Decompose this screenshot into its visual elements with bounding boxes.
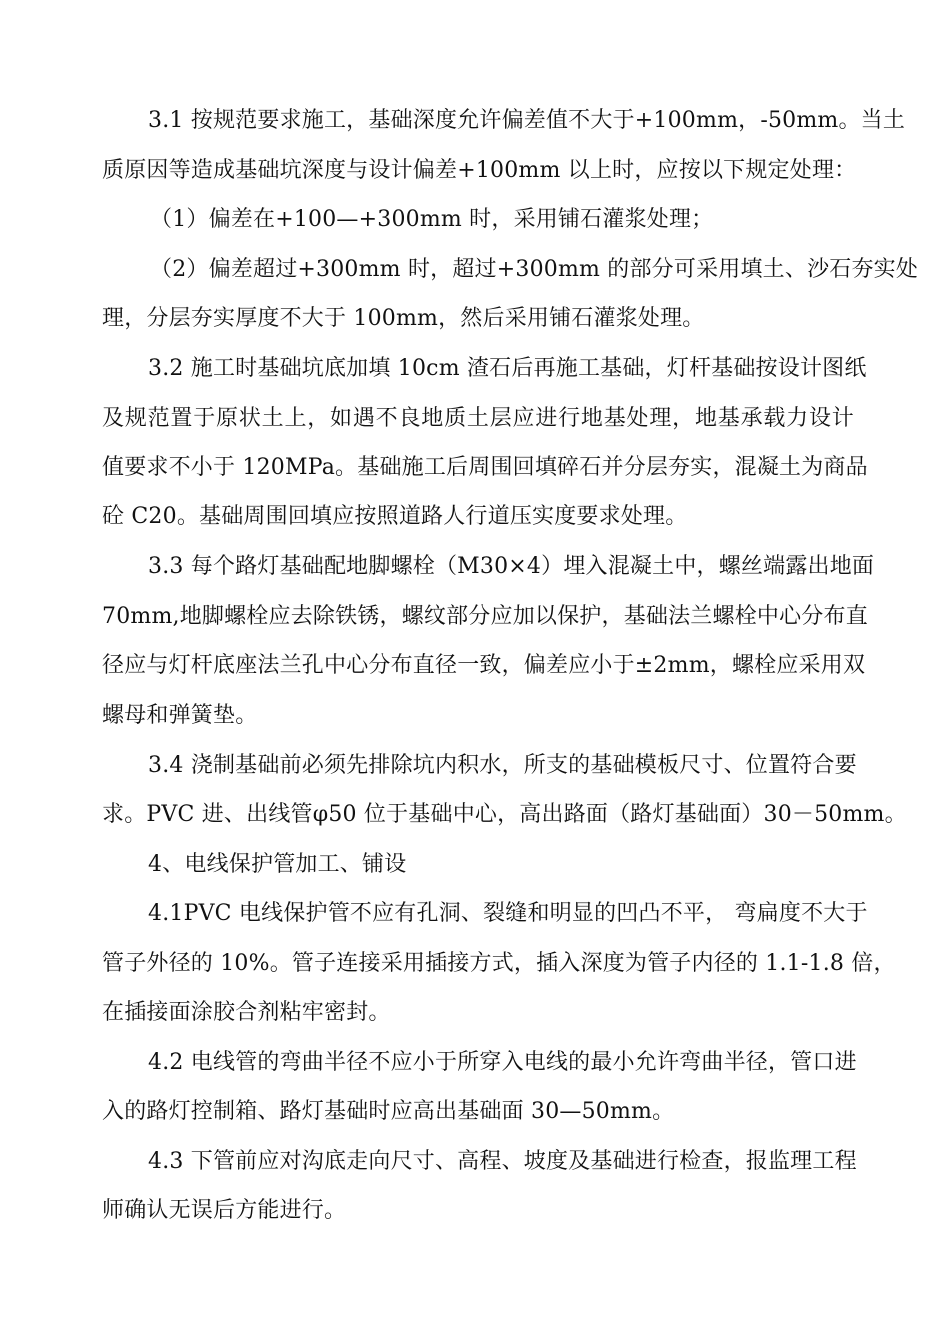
para-3-4-line-1: 3.4 浇制基础前必须先排除坑内积水，所支的基础模板尺寸、位置符合要	[148, 753, 857, 778]
para-3-1-line-1: 3.1 按规范要求施工，基础深度允许偏差值不大于+100mm，-50mm。当土	[148, 108, 906, 133]
para-4-1-line-2: 管子外径的 10%。管子连接采用插接方式，插入深度为管子内径的 1.1-1.8 倍，	[102, 951, 896, 976]
para-4-3-line-1: 4.3 下管前应对沟底走向尺寸、高程、坡度及基础进行检查，报监理工程	[148, 1149, 857, 1174]
para-4-2-line-2: 入的路灯控制箱、路灯基础时应高出基础面 30—50mm。	[102, 1099, 675, 1124]
para-3-3-line-4: 螺母和弹簧垫。	[102, 703, 258, 728]
para-3-2-line-3: 值要求不小于 120MPa。基础施工后周围回填碎石并分层夯实，混凝土为商品	[102, 455, 868, 480]
para-4-1-line-3: 在插接面涂胶合剂粘牢密封。	[102, 1000, 391, 1025]
para-4-3-line-2: 师确认无误后方能进行。	[102, 1198, 347, 1223]
para-3-4-line-2: 求。PVC 进、出线管φ50 位于基础中心，高出路面（路灯基础面）30－50mm。	[102, 802, 907, 827]
para-4-2-line-1: 4.2 电线管的弯曲半径不应小于所穿入电线的最小允许弯曲半径，管口进	[148, 1050, 857, 1075]
para-3-1-line-2: 质原因等造成基础坑深度与设计偏差+100mm 以上时，应按以下规定处理：	[102, 158, 857, 183]
para-3-2-line-1: 3.2 施工时基础坑底加填 10cm 渣石后再施工基础，灯杆基础按设计图纸	[148, 356, 867, 381]
section-4-heading: 4、电线保护管加工、铺设	[148, 852, 407, 877]
item-2-line-1: （2）偏差超过+300mm 时，超过+300mm 的部分可采用填土、沙石夯实处	[150, 257, 919, 282]
para-3-2-line-4: 砼 C20。基础周围回填应按照道路人行道压实度要求处理。	[102, 504, 688, 529]
para-3-3-line-1: 3.3 每个路灯基础配地脚螺栓（M30×4）埋入混凝土中，螺丝端露出地面	[148, 554, 875, 579]
para-4-1-line-1: 4.1PVC 电线保护管不应有孔洞、裂缝和明显的凹凸不平， 弯扁度不大于	[148, 901, 868, 926]
item-1-line: （1）偏差在+100—+300mm 时，采用铺石灌浆处理；	[150, 207, 714, 232]
para-3-2-line-2: 及规范置于原状土上，如遇不良地质土层应进行地基处理，地基承载力设计	[102, 406, 854, 431]
para-3-3-line-3: 径应与灯杆底座法兰孔中心分布直径一致，偏差应小于±2mm，螺栓应采用双	[102, 653, 866, 678]
para-3-3-line-2: 70mm,地脚螺栓应去除铁锈，螺纹部分应加以保护，基础法兰螺栓中心分布直	[102, 604, 868, 629]
item-2-line-2: 理，分层夯实厚度不大于 100mm，然后采用铺石灌浆处理。	[102, 306, 705, 331]
